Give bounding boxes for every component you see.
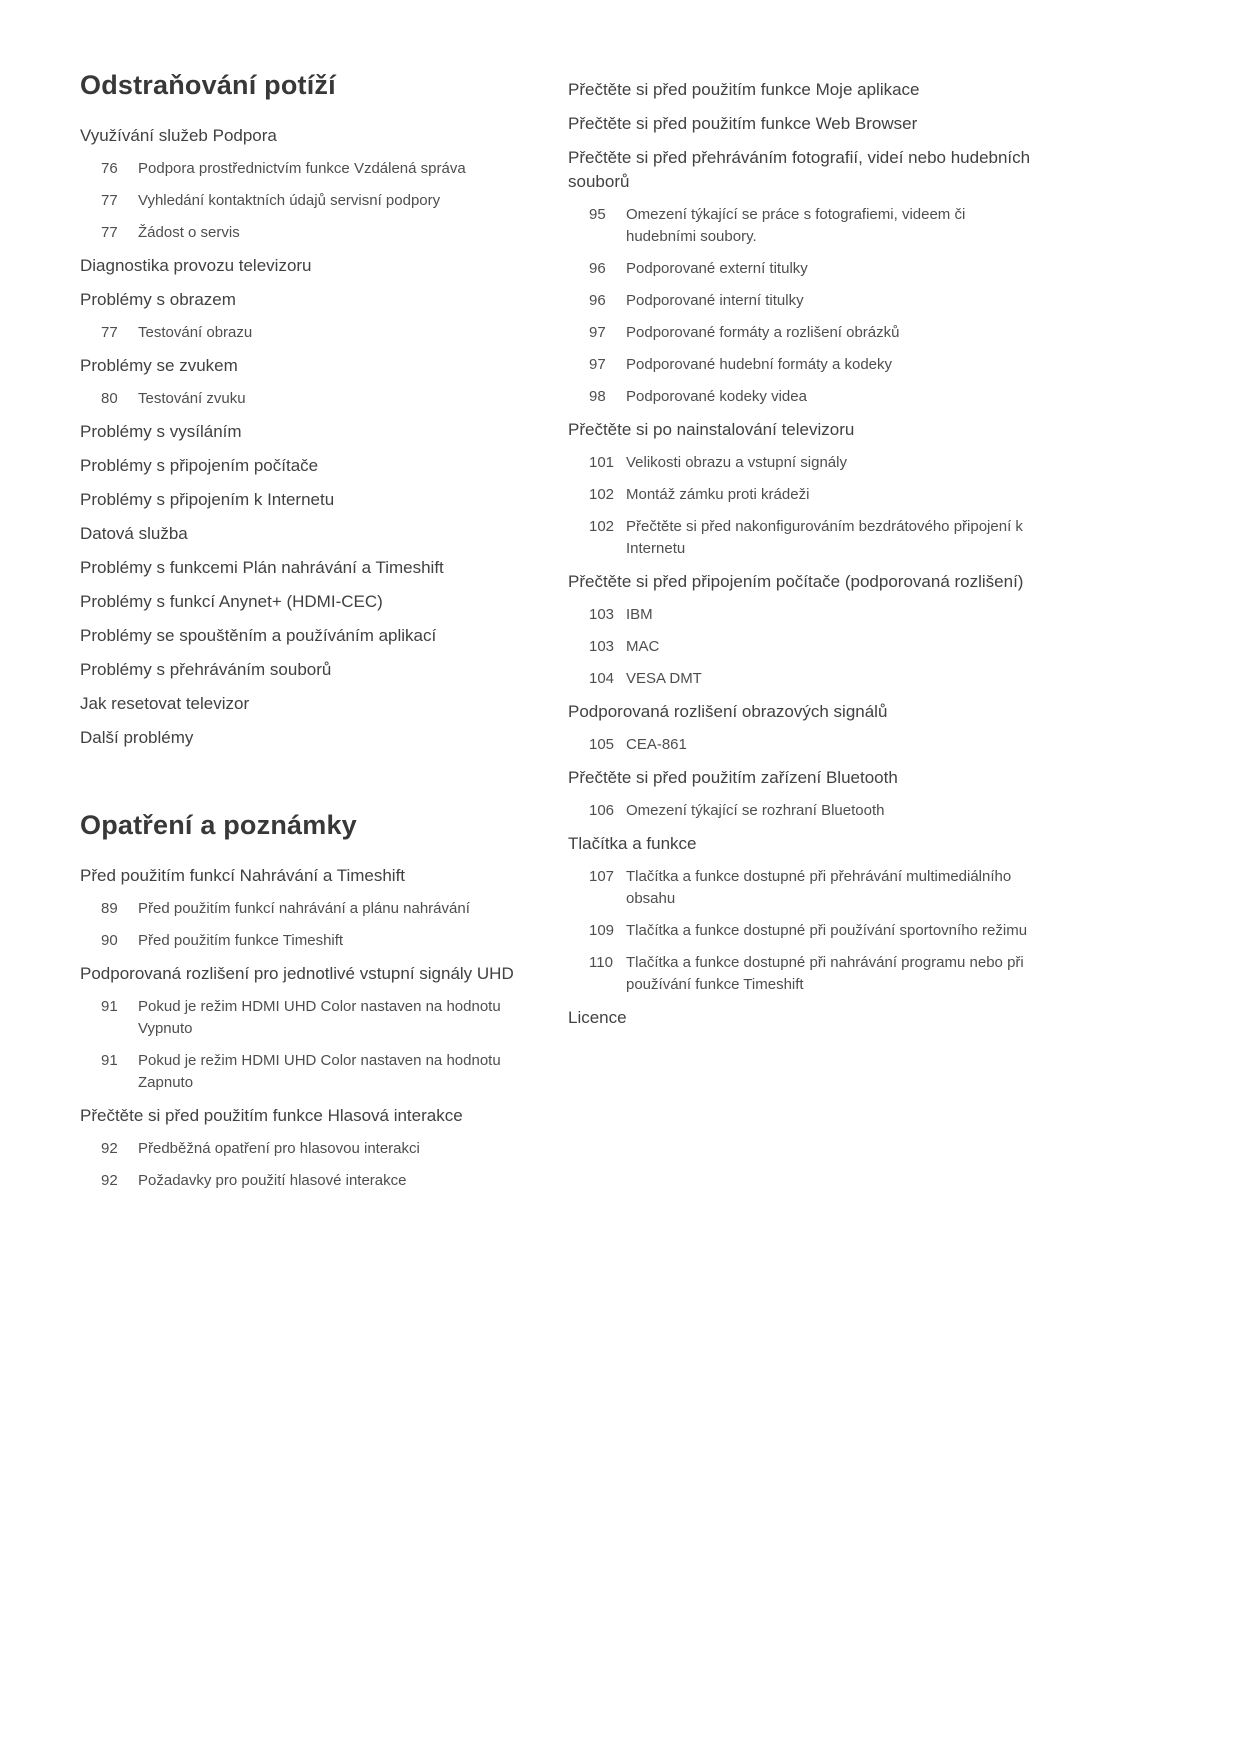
toc-section bbox=[80, 864, 550, 952]
toc-entry[interactable] bbox=[80, 1050, 550, 1094]
toc-entry-page-number: 77 bbox=[101, 192, 118, 209]
toc-entry[interactable] bbox=[568, 258, 1038, 280]
toc-section bbox=[80, 556, 550, 580]
toc-entry-text: Tlačítka a funkce dostupné při přehrávání multimediálního obsahu bbox=[626, 868, 1012, 907]
toc-entry-page-number: 80 bbox=[101, 390, 118, 407]
toc-entry-page-number: 89 bbox=[101, 900, 118, 917]
toc-section-title[interactable]: Licence bbox=[568, 1008, 627, 1027]
chapter-heading: Opatření a poznámky bbox=[80, 810, 357, 840]
toc-section bbox=[80, 658, 550, 682]
toc-entry[interactable] bbox=[568, 800, 1038, 822]
toc-entry[interactable] bbox=[568, 204, 1038, 248]
toc-section bbox=[568, 766, 1038, 822]
toc-entry-page-number: 101 bbox=[589, 454, 615, 471]
toc-entry-text: Podporované interní titulky bbox=[626, 292, 804, 309]
toc-entry-text: Podporované hudební formáty a kodeky bbox=[626, 356, 893, 373]
toc-section bbox=[80, 692, 550, 716]
toc-entry[interactable] bbox=[80, 388, 550, 410]
toc-entry-page-number: 103 bbox=[589, 638, 615, 655]
toc-section-title[interactable]: Datová služba bbox=[80, 524, 188, 543]
toc-entry-page-number: 91 bbox=[101, 998, 118, 1015]
toc-entry-text: Požadavky pro použití hlasové interakce bbox=[138, 1172, 407, 1189]
toc-entry-page-number: 102 bbox=[589, 518, 615, 535]
toc-entry-page-number: 95 bbox=[589, 206, 606, 223]
toc-columns bbox=[80, 68, 1088, 1202]
toc-entry[interactable] bbox=[568, 604, 1038, 626]
toc-entry-page-number: 96 bbox=[589, 292, 606, 309]
toc-column-1 bbox=[80, 68, 550, 1202]
toc-section bbox=[80, 522, 550, 546]
toc-entry-page-number: 92 bbox=[101, 1140, 118, 1157]
toc-entry-page-number: 107 bbox=[589, 868, 615, 885]
toc-entry[interactable] bbox=[80, 158, 550, 180]
toc-entry[interactable] bbox=[80, 1138, 550, 1160]
toc-section bbox=[568, 700, 1038, 756]
toc-section-title[interactable]: Další problémy bbox=[80, 728, 194, 747]
toc-entry-text: Podporované formáty a rozlišení obrázků bbox=[626, 324, 900, 341]
toc-section bbox=[80, 1104, 550, 1192]
toc-entry[interactable] bbox=[80, 190, 550, 212]
toc-entry-text: Žádost o servis bbox=[138, 224, 240, 241]
toc-entry-text: Omezení týkající se práce s fotografiemi, videem či hudebními soubory. bbox=[626, 206, 966, 245]
toc-entry[interactable] bbox=[568, 290, 1038, 312]
toc-section-title[interactable]: Problémy s obrazem bbox=[80, 290, 236, 309]
toc-section-title[interactable]: Problémy s funkcí Anynet+ (HDMI-CEC) bbox=[80, 592, 383, 611]
toc-entry-text: Před použitím funkce Timeshift bbox=[138, 932, 344, 949]
toc-section bbox=[80, 420, 550, 444]
toc-entry-text: Pokud je režim HDMI UHD Color nastaven na hodnotu Zapnuto bbox=[138, 1052, 501, 1091]
toc-entry-page-number: 90 bbox=[101, 932, 118, 949]
toc-entry-page-number: 97 bbox=[589, 324, 606, 341]
toc-section-title[interactable]: Přečtěte si před připojením počítače (podporovaná rozlišení) bbox=[568, 572, 1024, 591]
toc-entry-page-number: 91 bbox=[101, 1052, 118, 1069]
toc-entry-text: Tlačítka a funkce dostupné při nahrávání programu nebo při používání funkce Timeshift bbox=[626, 954, 1024, 993]
toc-section bbox=[80, 354, 550, 410]
toc-entry-page-number: 105 bbox=[589, 736, 615, 753]
toc-entry-text: CEA-861 bbox=[626, 736, 687, 753]
toc-entry-text: Montáž zámku proti krádeži bbox=[626, 486, 810, 503]
toc-entry[interactable] bbox=[568, 516, 1038, 560]
toc-entry[interactable] bbox=[568, 452, 1038, 474]
toc-section-title[interactable]: Problémy se spouštěním a používáním aplikací bbox=[80, 626, 437, 645]
toc-entry[interactable] bbox=[80, 930, 550, 952]
toc-section bbox=[568, 78, 1038, 102]
toc-section-title[interactable]: Diagnostika provozu televizoru bbox=[80, 256, 312, 275]
toc-entry[interactable] bbox=[568, 354, 1038, 376]
toc-entry-page-number: 110 bbox=[589, 954, 613, 971]
toc-section bbox=[80, 488, 550, 512]
toc-section bbox=[80, 962, 550, 1094]
toc-entry-page-number: 102 bbox=[589, 486, 615, 503]
toc-column-2 bbox=[568, 68, 1038, 1040]
toc-section-title[interactable]: Přečtěte si před použitím zařízení Bluetooth bbox=[568, 768, 898, 787]
toc-entry[interactable] bbox=[568, 386, 1038, 408]
toc-entry-text: Pokud je režim HDMI UHD Color nastaven na hodnotu Vypnuto bbox=[138, 998, 501, 1037]
toc-entry[interactable] bbox=[568, 952, 1038, 996]
toc-section-title[interactable]: Problémy s připojením počítače bbox=[80, 456, 319, 475]
toc-entry-text: Podpora prostřednictvím funkce Vzdálená správa bbox=[138, 160, 466, 177]
toc-entry-text: VESA DMT bbox=[626, 670, 702, 687]
toc-entry-page-number: 98 bbox=[589, 388, 606, 405]
toc-section-title[interactable]: Problémy se zvukem bbox=[80, 356, 238, 375]
toc-section-title[interactable]: Problémy s funkcemi Plán nahrávání a Timeshift bbox=[80, 558, 444, 577]
toc-section-title[interactable]: Jak resetovat televizor bbox=[80, 694, 250, 713]
toc-entry[interactable] bbox=[80, 222, 550, 244]
toc-entry-page-number: 96 bbox=[589, 260, 606, 277]
toc-entry[interactable] bbox=[568, 322, 1038, 344]
toc-section-title[interactable]: Přečtěte si před použitím funkce Moje aplikace bbox=[568, 80, 920, 99]
toc-entry-page-number: 77 bbox=[101, 224, 118, 241]
toc-entry-text: IBM bbox=[626, 606, 653, 623]
toc-section-title[interactable]: Přečtěte si po nainstalování televizoru bbox=[568, 420, 855, 439]
toc-section-title[interactable]: Problémy s přehráváním souborů bbox=[80, 660, 332, 679]
toc-section bbox=[568, 112, 1038, 136]
toc-section-title[interactable]: Před použitím funkcí Nahrávání a Timeshift bbox=[80, 866, 406, 885]
toc-section-title[interactable]: Problémy s připojením k Internetu bbox=[80, 490, 335, 509]
toc-entry[interactable] bbox=[568, 734, 1038, 756]
toc-entry-text: Přečtěte si před nakonfigurováním bezdrátového připojení k Internetu bbox=[626, 518, 1023, 557]
toc-section bbox=[80, 454, 550, 478]
toc-entry-text: Velikosti obrazu a vstupní signály bbox=[626, 454, 847, 471]
toc-section bbox=[80, 726, 550, 750]
toc-entry[interactable] bbox=[568, 866, 1038, 910]
toc-entry[interactable] bbox=[80, 322, 550, 344]
toc-section-title[interactable]: Využívání služeb Podpora bbox=[80, 126, 277, 145]
toc-entry-page-number: 103 bbox=[589, 606, 615, 623]
toc-section bbox=[80, 288, 550, 344]
toc-entry[interactable] bbox=[568, 484, 1038, 506]
toc-entry-page-number: 92 bbox=[101, 1172, 118, 1189]
toc-entry[interactable] bbox=[80, 898, 550, 920]
toc-entry-text: Předběžná opatření pro hlasovou interakci bbox=[138, 1140, 420, 1157]
toc-entry-text: Omezení týkající se rozhraní Bluetooth bbox=[626, 802, 885, 819]
toc-entry[interactable] bbox=[80, 1170, 550, 1192]
toc-entry-page-number: 76 bbox=[101, 160, 118, 177]
toc-section bbox=[568, 570, 1038, 690]
toc-entry-text: Před použitím funkcí nahrávání a plánu nahrávání bbox=[138, 900, 470, 917]
toc-section bbox=[80, 254, 550, 278]
toc-entry-text: Podporované kodeky videa bbox=[626, 388, 807, 405]
toc-section-title[interactable]: Tlačítka a funkce bbox=[568, 834, 697, 853]
toc-entry-text: Testování zvuku bbox=[138, 390, 246, 407]
toc-entry-text: Tlačítka a funkce dostupné při používání sportovního režimu bbox=[626, 922, 1028, 939]
toc-entry-page-number: 104 bbox=[589, 670, 615, 687]
toc-section bbox=[80, 124, 550, 244]
toc-section bbox=[568, 146, 1038, 408]
toc-entry-text: MAC bbox=[626, 638, 660, 655]
toc-entry-text: Vyhledání kontaktních údajů servisní podpory bbox=[138, 192, 441, 209]
toc-entry-page-number: 97 bbox=[589, 356, 606, 373]
chapter-heading: Odstraňování potíží bbox=[80, 70, 336, 100]
toc-entry-text: Testování obrazu bbox=[138, 324, 253, 341]
toc-entry-page-number: 109 bbox=[589, 922, 615, 939]
toc-section bbox=[568, 418, 1038, 560]
toc-section-title[interactable]: Problémy s vysíláním bbox=[80, 422, 242, 441]
toc-entry-page-number: 77 bbox=[101, 324, 118, 341]
toc-section-title[interactable]: Podporovaná rozlišení obrazových signálů bbox=[568, 702, 888, 721]
toc-entry[interactable] bbox=[568, 920, 1038, 942]
toc-section-title[interactable]: Přečtěte si před použitím funkce Web Browser bbox=[568, 114, 918, 133]
toc-section-title[interactable]: Přečtěte si před použitím funkce Hlasová interakce bbox=[80, 1106, 463, 1125]
toc-section bbox=[80, 590, 550, 614]
toc-entry[interactable] bbox=[568, 668, 1038, 690]
toc-entry-text: Podporované externí titulky bbox=[626, 260, 808, 277]
toc-section-title[interactable]: Podporovaná rozlišení pro jednotlivé vstupní signály UHD bbox=[80, 964, 514, 983]
toc-section bbox=[568, 1006, 1038, 1030]
toc-entry-page-number: 106 bbox=[589, 802, 615, 819]
toc-section bbox=[568, 832, 1038, 996]
toc-section-title[interactable]: Přečtěte si před přehráváním fotografií, videí nebo hudebních souborů bbox=[568, 148, 1031, 191]
toc-entry[interactable] bbox=[568, 636, 1038, 658]
toc-entry[interactable] bbox=[80, 996, 550, 1040]
toc-section bbox=[80, 624, 550, 648]
